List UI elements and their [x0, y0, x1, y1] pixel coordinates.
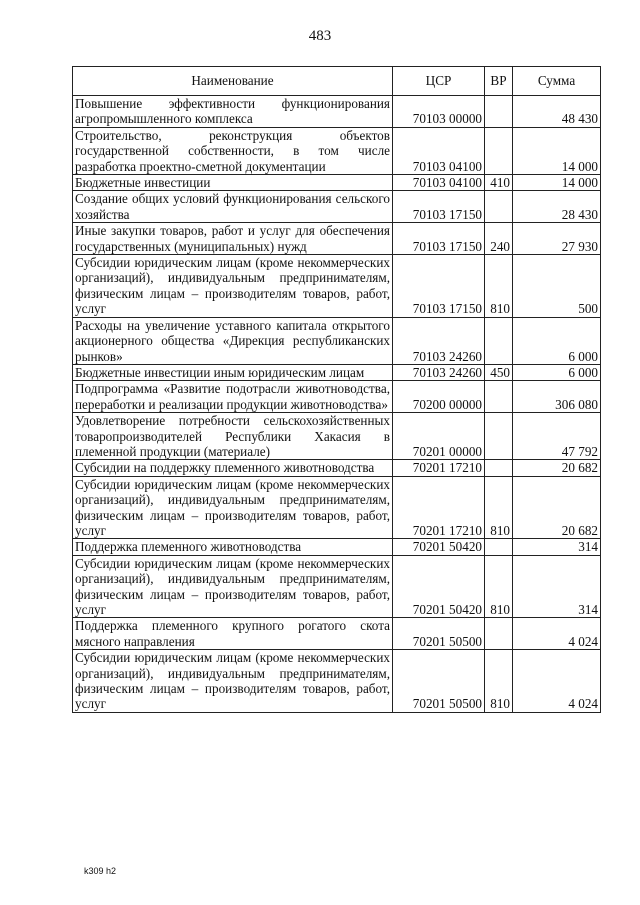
- cell-sum: 500: [513, 255, 601, 318]
- cell-name: Расходы на увеличение уставного капитала открытого акционерного общества «Дирекция республиканских рынков»: [73, 317, 393, 364]
- cell-sum: 47 792: [513, 413, 601, 460]
- cell-vr: 810: [485, 650, 513, 713]
- cell-sum: 48 430: [513, 96, 601, 128]
- cell-sum: 28 430: [513, 191, 601, 223]
- cell-vr: 810: [485, 555, 513, 618]
- cell-sum: 314: [513, 555, 601, 618]
- table-row: [73, 364, 601, 380]
- cell-sum: 4 024: [513, 650, 601, 713]
- cell-sum: 6 000: [513, 317, 601, 364]
- cell-vr: 810: [485, 476, 513, 539]
- cell-csr: 70201 50500: [393, 618, 485, 650]
- column-header-sum: Сумма: [513, 67, 601, 96]
- table-row: [73, 191, 601, 223]
- cell-sum: 306 080: [513, 381, 601, 413]
- footer-code: k309 h2: [84, 866, 117, 876]
- cell-csr: 70103 00000: [393, 96, 485, 128]
- cell-csr: 70103 17150: [393, 191, 485, 223]
- page-number: 483: [308, 28, 332, 44]
- cell-vr: [485, 96, 513, 128]
- cell-name: Подпрограмма «Развитие подотрасли животноводства, переработки и реализации продукции животноводства»: [73, 381, 393, 413]
- cell-csr: 70200 00000: [393, 381, 485, 413]
- table-row: [73, 381, 601, 413]
- table-row: [73, 555, 601, 618]
- cell-csr: 70103 17150: [393, 255, 485, 318]
- cell-name: Поддержка племенного крупного рогатого скота мясного направления: [73, 618, 393, 650]
- cell-sum: 14 000: [513, 175, 601, 191]
- cell-sum: 6 000: [513, 364, 601, 380]
- table-row: [73, 413, 601, 460]
- cell-name: Субсидии юридическим лицам (кроме некоммерческих организаций), индивидуальным предпринимателям, физическим лицам – производителям товаров, работ, услуг: [73, 650, 393, 713]
- cell-sum: 20 682: [513, 476, 601, 539]
- cell-vr: [485, 460, 513, 476]
- cell-csr: 70103 24260: [393, 317, 485, 364]
- cell-vr: 810: [485, 255, 513, 318]
- cell-name: Субсидии на поддержку племенного животноводства: [73, 460, 393, 476]
- table-row: [73, 127, 601, 174]
- cell-vr: 240: [485, 223, 513, 255]
- cell-vr: [485, 413, 513, 460]
- cell-name: Поддержка племенного животноводства: [73, 539, 393, 555]
- cell-sum: 14 000: [513, 127, 601, 174]
- column-header-csr: ЦСР: [393, 67, 485, 96]
- cell-csr: 70201 50420: [393, 539, 485, 555]
- cell-name: Повышение эффективности функционирования агропромышленного комплекса: [73, 96, 393, 128]
- cell-name: Субсидии юридическим лицам (кроме некоммерческих организаций), индивидуальным предпринимателям, физическим лицам – производителям товаров, работ, услуг: [73, 476, 393, 539]
- cell-sum: 314: [513, 539, 601, 555]
- cell-sum: 4 024: [513, 618, 601, 650]
- cell-csr: 70103 04100: [393, 127, 485, 174]
- column-header-name: Наименование: [73, 67, 393, 96]
- cell-csr: 70201 00000: [393, 413, 485, 460]
- table-header-row: [73, 67, 601, 96]
- cell-csr: 70201 50420: [393, 555, 485, 618]
- table-body: [73, 96, 601, 713]
- cell-csr: 70103 24260: [393, 364, 485, 380]
- cell-csr: 70103 04100: [393, 175, 485, 191]
- cell-vr: [485, 618, 513, 650]
- table-row: [73, 96, 601, 128]
- table-row: [73, 460, 601, 476]
- cell-name: Субсидии юридическим лицам (кроме некоммерческих организаций), индивидуальным предпринимателям, физическим лицам – производителям товаров, работ, услуг: [73, 555, 393, 618]
- cell-csr: 70201 50500: [393, 650, 485, 713]
- table-row: [73, 618, 601, 650]
- cell-vr: 450: [485, 364, 513, 380]
- cell-vr: 410: [485, 175, 513, 191]
- table-row: [73, 175, 601, 191]
- cell-name: Субсидии юридическим лицам (кроме некоммерческих организаций), индивидуальным предпринимателям, физическим лицам – производителям товаров, работ, услуг: [73, 255, 393, 318]
- column-header-vr: ВР: [485, 67, 513, 96]
- cell-name: Бюджетные инвестиции иным юридическим лицам: [73, 364, 393, 380]
- cell-vr: [485, 127, 513, 174]
- cell-name: Иные закупки товаров, работ и услуг для обеспечения государственных (муниципальных) нужд: [73, 223, 393, 255]
- cell-name: Бюджетные инвестиции: [73, 175, 393, 191]
- table-row: [73, 650, 601, 713]
- cell-name: Удовлетворение потребности сельскохозяйственных товаропроизводителей Республики Хакасия в племенной продукции (материале): [73, 413, 393, 460]
- budget-table: [72, 66, 601, 713]
- cell-sum: 27 930: [513, 223, 601, 255]
- table-row: [73, 476, 601, 539]
- cell-vr: [485, 539, 513, 555]
- table-row: [73, 539, 601, 555]
- cell-name: Строительство, реконструкция объектов государственной собственности, в том числе разработка проектно-сметной документации: [73, 127, 393, 174]
- cell-csr: 70103 17150: [393, 223, 485, 255]
- cell-vr: [485, 317, 513, 364]
- cell-vr: [485, 381, 513, 413]
- cell-csr: 70201 17210: [393, 476, 485, 539]
- table-row: [73, 317, 601, 364]
- table-row: [73, 223, 601, 255]
- cell-sum: 20 682: [513, 460, 601, 476]
- cell-name: Создание общих условий функционирования сельского хозяйства: [73, 191, 393, 223]
- table-row: [73, 255, 601, 318]
- cell-csr: 70201 17210: [393, 460, 485, 476]
- cell-vr: [485, 191, 513, 223]
